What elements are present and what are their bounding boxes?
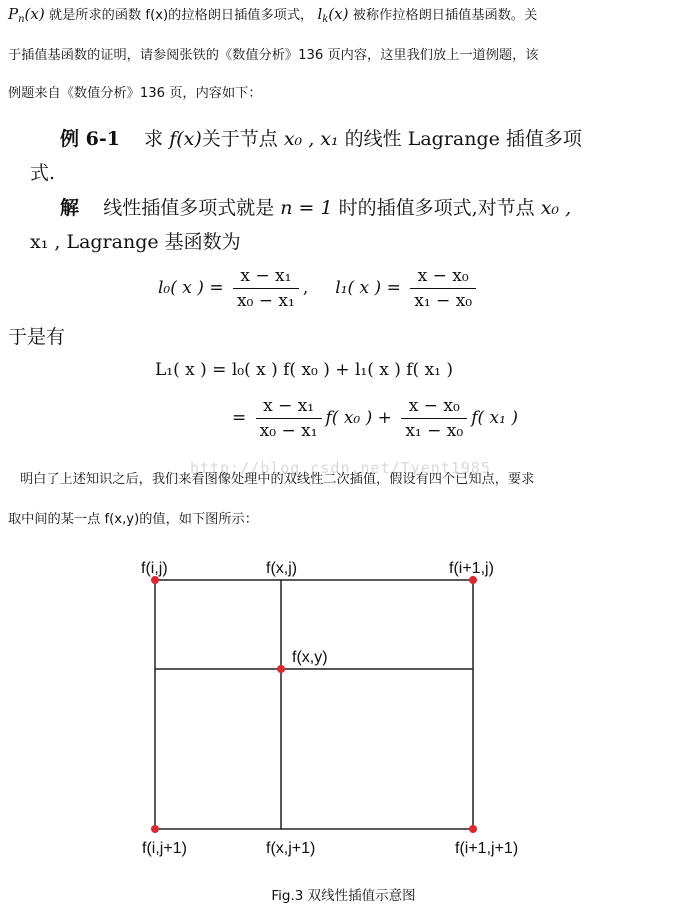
- label-center: f(x,y): [292, 649, 328, 666]
- lk-symbol: $l_k(x)$: [317, 5, 349, 25]
- point-center: [277, 665, 285, 673]
- label-top-mid: f(x,j): [266, 560, 298, 577]
- example-line-2: 式.: [30, 162, 56, 184]
- outer-frame: [155, 580, 473, 829]
- L1-fraction-1: $\frac{\text{x − x₁}}{\text{x₀ − x₁}}$: [256, 396, 322, 441]
- L1-equation-line-2: = $\frac{\text{x − x₁}}{\text{x₀ − x₁}}$ f( x₀ ) + $\frac{\text{x − x₀}}{\text{x₁ − x₀}}$ f( x₁ ): [232, 396, 518, 441]
- body-line-1: 明白了上述知识之后，我们来看图像处理中的双线性二次插值，假设有四个已知点，要求: [20, 472, 535, 487]
- intro-line-3: 例题来自《数值分析》136 页，内容如下：: [8, 86, 262, 101]
- bilinear-figure: [0, 545, 687, 875]
- l1-fraction: $\frac{\text{x − x₀}}{\text{x₁ − x₀}}$: [410, 266, 476, 311]
- label-bottom-right: f(i+1,j+1): [455, 840, 519, 857]
- solution-line-1: 解 线性插值多项式就是 n = 1 时的插值多项式,对节点 x₀ ,: [60, 197, 572, 219]
- figure-caption: Fig.3 双线性插值示意图: [271, 888, 416, 904]
- intro-line-2: 于插值基函数的证明，请参阅张铁的《数值分析》136 页内容，这里我们放上一道例题，该: [8, 48, 539, 63]
- l0-fraction: $\frac{\text{x − x₁}}{\text{x₀ − x₁}}$: [233, 266, 299, 311]
- body-line-2: 取中间的某一点 f(x,y)的值，如下图所示：: [8, 512, 258, 527]
- solution-line-2: x₁ , Lagrange 基函数为: [30, 231, 241, 253]
- point-top-right: [469, 576, 477, 584]
- label-bottom-mid: f(x,j+1): [266, 840, 316, 857]
- watermark: http://blog.csdn.net/Tyent1985: [190, 459, 491, 477]
- label-top-right: f(i+1,j): [449, 560, 494, 577]
- pn-symbol: $P_n(x)$: [8, 5, 45, 25]
- therefore-label: 于是有: [8, 326, 66, 348]
- example-line-1: 例 6-1 求 f(x)关于节点 x₀ , x₁ 的线性 Lagrange 插值多项: [60, 128, 582, 150]
- basis-equations: l₀( x ) = $\frac{\text{x − x₁}}{\text{x₀ − x₁}}$ , l₁( x ) = $\frac{\text{x − x₀}}{\text{x₁ − x₀}}$: [158, 266, 480, 311]
- grid-lines: [155, 580, 473, 829]
- label-bottom-left: f(i,j+1): [142, 840, 187, 857]
- label-top-left: f(i,j): [141, 560, 168, 577]
- point-bottom-right: [469, 825, 477, 833]
- point-top-left: [151, 576, 159, 584]
- L1-equation-line-1: L₁( x ) = l₀( x ) f( x₀ ) + l₁( x ) f( x₁ ): [155, 360, 454, 380]
- L1-fraction-2: $\frac{\text{x − x₀}}{\text{x₁ − x₀}}$: [401, 396, 467, 441]
- point-bottom-left: [151, 825, 159, 833]
- intro-line-1: $P_n(x)$ 就是所求的函数 f(x)的拉格朗日插值多项式， $l_k(x)$ 被称作拉格朗日插值基函数。关: [8, 5, 538, 25]
